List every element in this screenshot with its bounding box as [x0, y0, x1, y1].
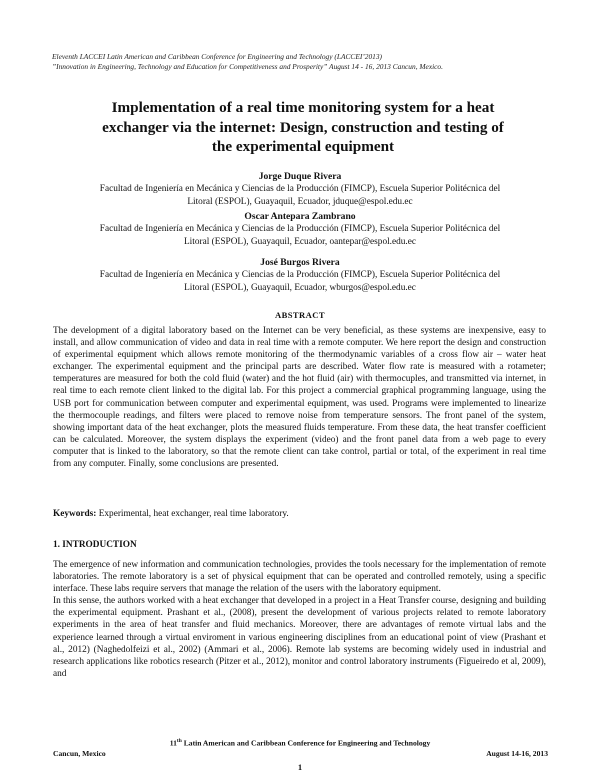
footer-conference: [0, 738, 600, 748]
keywords-text: Experimental, heat exchanger, real time laboratory.: [98, 509, 289, 519]
header-line-1: Eleventh LACCEI Latin American and Caribbean Conference for Engineering and Technology (LACCEI’2013): [52, 52, 383, 61]
footer-location: Cancun, Mexico: [53, 749, 106, 758]
author-affiliation-cont: Litoral (ESPOL), Guayaquil, Ecuador, jduque@espol.edu.ec: [187, 197, 413, 207]
abstract-heading: ABSTRACT: [275, 310, 325, 320]
author-affiliation: Facultad de Ingeniería en Mecánica y Ciencias de la Producción (FIMCP), Escuela Superior Politécnica del: [99, 184, 501, 194]
author-block: [40, 210, 560, 249]
title-line-3: the experimental equipment: [211, 138, 395, 155]
footer-conference-ordinal: 11: [169, 738, 177, 748]
paper-title: [48, 98, 558, 157]
author-name: José Burgos Rivera: [260, 257, 340, 268]
footer-conference-name: Latin American and Caribbean Conference for Engineering and Technology: [181, 738, 431, 748]
author-block: [40, 170, 560, 209]
author-affiliation-cont: Litoral (ESPOL), Guayaquil, Ecuador, wburgos@espol.edu.ec: [184, 283, 416, 293]
author-affiliation-cont: Litoral (ESPOL), Guayaquil, Ecuador, oantepar@espol.edu.ec: [183, 237, 416, 247]
section-heading-introduction: 1. INTRODUCTION: [53, 540, 137, 550]
header-line-2: ”Innovation in Engineering, Technology and Education for Competitiveness and Prosperity” August 14 - 16, 2013 Cancun, Mexico.: [52, 62, 443, 71]
author-affiliation: Facultad de Ingeniería en Mecánica y Ciencias de la Producción (FIMCP), Escuela Superior Politécnica del: [99, 270, 501, 280]
keywords: [53, 509, 289, 519]
keywords-label: Keywords:: [53, 509, 97, 519]
intro-paragraph-1: The emergence of new information and communication technologies, provides the tools necessary for the implementation of remote laboratories. The remote laboratory is a set of physical equipment that can be operated and controlled remotely, using a specific interface. These labs require servers that manage the relation of the users with the laboratory equipment.: [53, 560, 546, 595]
introduction-body: [53, 559, 546, 680]
abstract-text: The development of a digital laboratory based on the Internet can be very beneficial, as these systems are inexpensive, easy to install, and allow communication of video and data in real time with a remote computer. We here report the design and construction of experimental equipment which allows remote monitoring of the thermodynamic variables of a cross flow air – water heat exchanger. The experimental equipment and the principal parts are described. Water flow rate is measured with a rotameter; temperatures are measured for both the cold fluid (water) and the hot fluid (air) with thermocuples, and transmitted via internet, in real time to each remote client linked to the digital lab. For this project a commercial graphical programming language, using the USB port for communication between computer and experimental equipment, was used. Programs were implemented to linearize the thermocouple readings, and filters were placed to remove noise from temperature sensors. The front panel of the system, showing important data of the heat exchanger, plots the measured fluids temperature. From these data, the heat transfer coefficient can be calculated. Moreover, the system displays the experiment (video) and the front panel data from a web page to every computer that is linked to the laboratory, so that the remote client can take control, partial or total, of the experiment in real time from any computer. Finally, some conclusions are presented.: [53, 326, 546, 470]
intro-paragraph-2: In this sense, the authors worked with a heat exchanger that developed in a project in a Heat Transfer course, designing and building the experimental equipment. Prashant et al., (2008), present the development of various projects related to remote laboratory experiments in the area of heat transfer and fluid mechanics. Moreover, there are advantages of remote virtual labs and the experience learned through a virtual enviroment in various engineering disciplines from an educational point of view (Prashant et al., 2012) (Naghedolfeizi et al., 2002) (Ammari et al., 2006). Remote lab systems are becoming widely used in industrial and research applications like robotics research (Pitzer et al., 2012), monitor and control laboratory instruments (Figueiredo et al, 2009), and: [53, 596, 546, 679]
author-affiliation: Facultad de Ingeniería en Mecánica y Ciencias de la Producción (FIMCP), Escuela Superior Politécnica del: [99, 224, 501, 234]
page-number: 1: [297, 762, 303, 772]
author-name: Oscar Antepara Zambrano: [244, 211, 356, 222]
running-header: [52, 52, 562, 72]
abstract-body: [53, 325, 546, 470]
footer-dates: August 14-16, 2013: [486, 749, 548, 758]
author-block: [40, 256, 560, 295]
footer-conference-suffix: th: [176, 738, 182, 744]
title-line-1: Implementation of a real time monitoring system for a heat: [111, 99, 495, 116]
author-name: Jorge Duque Rivera: [258, 171, 342, 182]
title-line-2: exchanger via the internet: Design, construction and testing of: [102, 118, 504, 136]
